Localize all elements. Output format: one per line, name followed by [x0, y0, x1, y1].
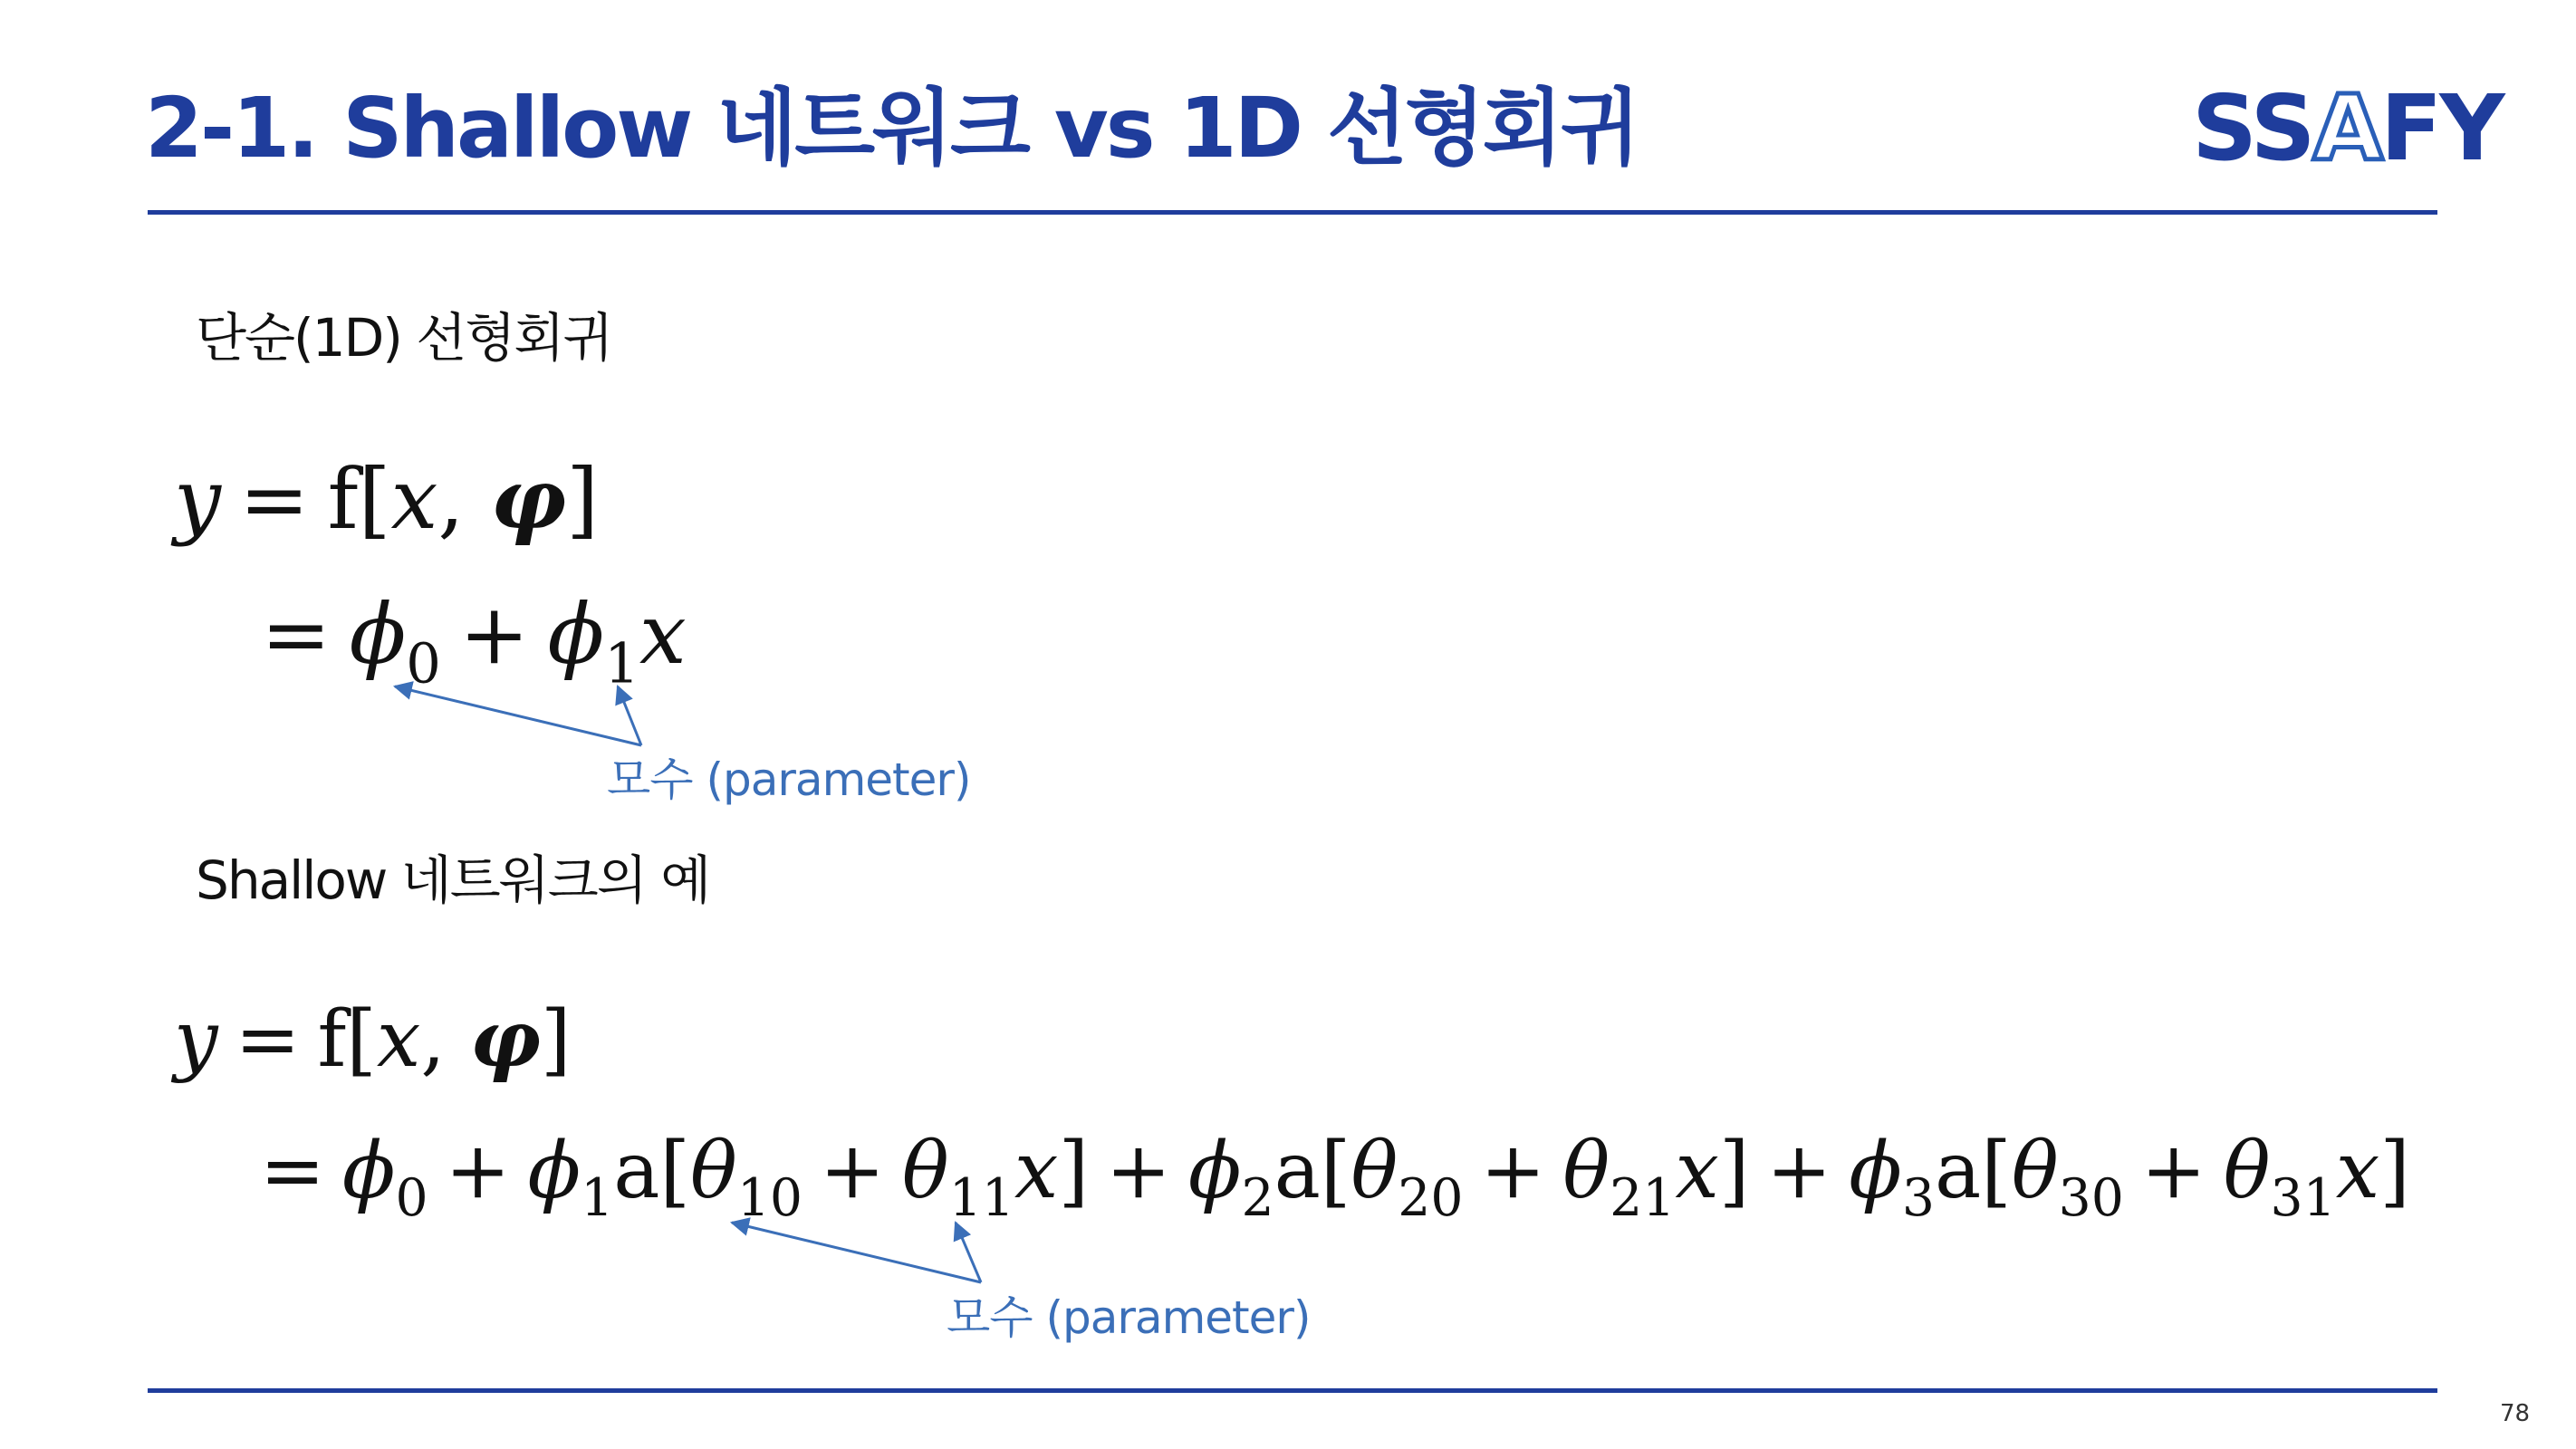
footer-divider: [148, 1388, 2437, 1393]
logo-part-ss: SS: [2192, 75, 2313, 181]
section1-heading: 단순(1D) 선형회귀: [196, 307, 612, 369]
shallow-network-equation-line2: = $\phi_0 + \phi_1a[\theta_{10} + \theta_{11}x] + \phi_2a[\theta_{20} + \theta_{21}x] + \phi_3a[\theta_{30} + \theta_{31}x]$: [259, 1126, 2410, 1228]
parameter-annotation-1: 모수 (parameter): [607, 753, 971, 806]
logo-part-fy: FY: [2379, 75, 2503, 181]
arrow-to-phi1: [618, 686, 641, 745]
section2-heading: Shallow 네트워크의 예: [196, 849, 710, 911]
arrow-to-theta10: [732, 1223, 981, 1282]
linear-regression-equation-line1: y = f[x, φ]: [174, 450, 600, 548]
page-number: 78: [2500, 1400, 2531, 1427]
parameter-annotation-2: 모수 (parameter): [947, 1291, 1311, 1344]
arrow-to-theta11: [956, 1223, 981, 1282]
arrow-to-phi0: [395, 686, 641, 745]
slide-title: 2-1. Shallow 네트워크 vs 1D 선형회귀: [145, 80, 1639, 177]
linear-regression-equation-line2: = $\phi_0 + \phi_1x$: [261, 586, 687, 696]
shallow-network-equation-line1: y = f[x, φ]: [174, 993, 572, 1085]
logo-part-a: A: [2312, 75, 2380, 181]
